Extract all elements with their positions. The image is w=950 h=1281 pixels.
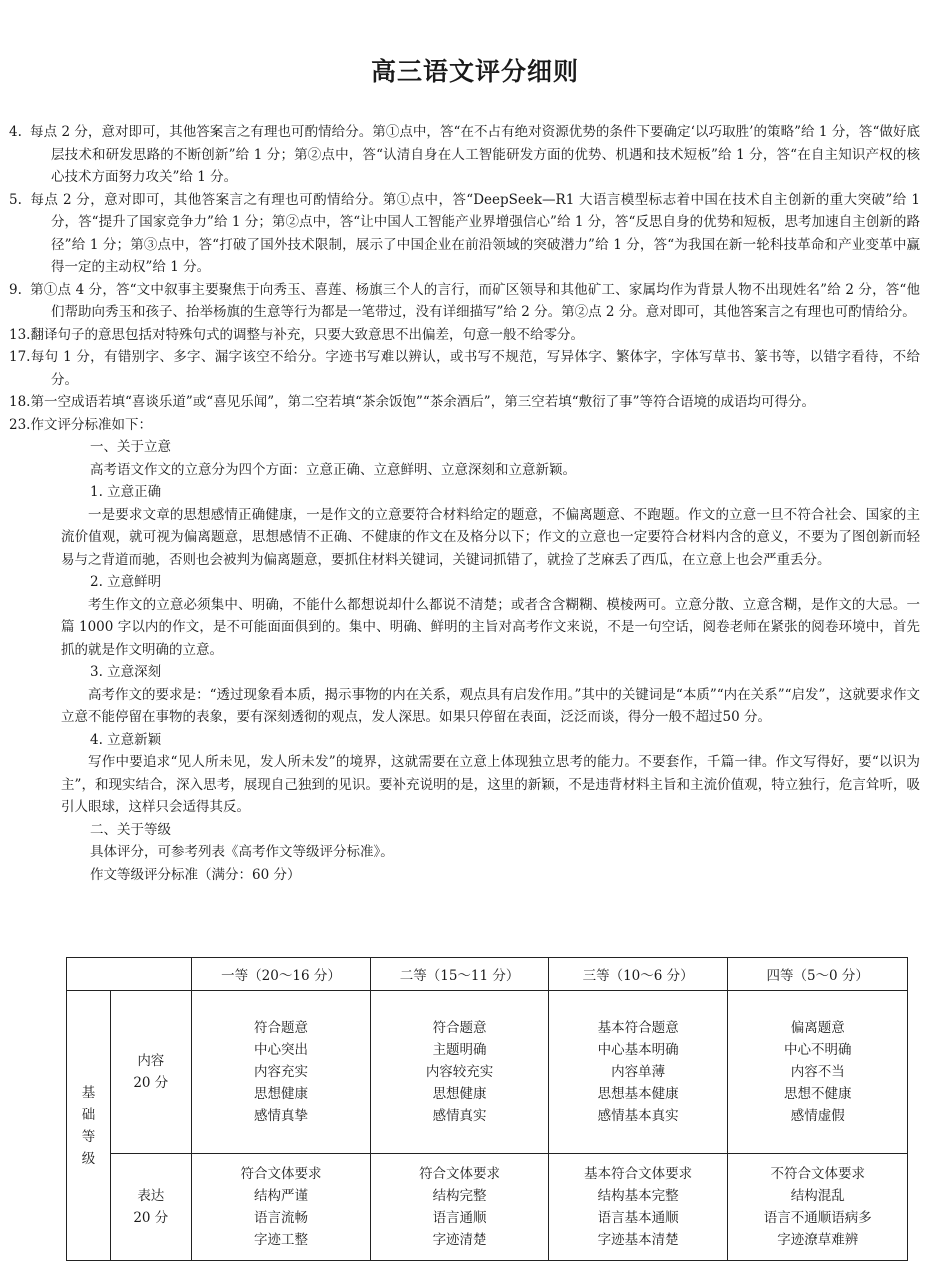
subheading-deep: 3. 立意深刻 (90, 664, 162, 680)
subheading-novel: 4. 立意新颖 (90, 731, 162, 748)
row-label-content: 内容 20 分 (110, 991, 191, 1154)
scoring-rules-body (9, 121, 920, 886)
paragraph-deep: 高考作文的要求是：“透过现象看本质，揭示事物的内在关系，观点具有启发作用。”其中的关键词是“本质”“内在关系”“启发”，这就要求作文立意不能停留在事物的表象，要有深刻透彻的观点，发人深思。如果只停留在表面，泛泛而谈，得分一般不超过50 分。 (61, 686, 920, 725)
paragraph-novel: 写作中要追求“见人所未见，发人所未发”的境界，这就需要在立意上体现独立思考的能力。不要套作，千篇一律。作文写得好，要“以识为主”，和现实结合，深入思考，展现自己独到的见识。要补充说明的是，这里的新颖，不是违背材料主旨和主流价值观，特立独行，危言耸听，吸引人眼球，这样只会适得其反。 (61, 754, 920, 815)
expression-grade-2: 符合文体要求 结构完整 语言通顺 字迹清楚 (371, 1154, 549, 1261)
paragraph-correct: 一是要求文章的思想感情正确健康，一是作文的立意要符合材料给定的题意，不偏离题意、不跑题。作文的立意一旦不符合社会、国家的主流价值观，就可视为偏离题意，思想感情不正确、不健康的作文在及格分以下；作文的立意也一定要符合材料内含的意义，不要为了图创新而轻易与之背道而驰，否则也会被判为偏离题意，要抓住材料关键词，关键词抓错了，就捡了芝麻丢了西瓜，在立意上也会严重丢分。 (61, 506, 920, 568)
grade-table-row-content (67, 991, 908, 1154)
item-text: 作文评分标准如下： (30, 416, 152, 433)
group-label-basic: 基 础 等 级 (67, 991, 111, 1261)
grade-table-row-expression (67, 1154, 908, 1261)
section-heading-intent: 一、关于立意 (90, 439, 171, 455)
rule-item-13 (9, 324, 920, 347)
rule-item-5: 5. 每点 2 分，意对即可，其他答案言之有理也可酌情给分。第①点中，答“DeepSeek—R1 大语言模型标志着中国在技术自主创新的重大突破”给 1 分，答“提升了国家竞争力”给 1 分；第②点中，答“让中国人工智能产业界增强信心”给 1 分，答“反思自身的优势和短板，思考加速自主创新的路径”给 1 分；第③点中，答“打破了国外技术限制，展示了中国企业在前沿领域的突破潜力”给 1 分，答“为我国在新一轮科技革命和产业变革中赢得一定的主动权”给 1 分。 (9, 191, 920, 275)
item-text: 第一空成语若填“喜谈乐道”或“喜见乐闻”，第二空若填“茶余饭饱”“茶余酒后”，第三空若填“敷衍了事”等符合语境的成语均可得分。 (30, 394, 815, 410)
rule-item-17 (9, 346, 920, 391)
table-caption: 作文等级评分标准（满分：60 分） (90, 866, 301, 883)
content-grade-3: 基本符合题意 中心基本明确 内容单薄 思想基本健康 感情基本真实 (548, 991, 728, 1154)
grade-table (66, 957, 908, 1261)
grade-table-header-row (67, 958, 908, 991)
header-grade-2: 二等（15～11 分） (371, 958, 549, 991)
content-grade-4: 偏离题意 中心不明确 内容不当 思想不健康 感情虚假 (728, 991, 908, 1154)
subheading-clear: 2. 立意鲜明 (90, 574, 162, 590)
expression-grade-1: 符合文体要求 结构严谨 语言流畅 字迹工整 (191, 1154, 371, 1261)
item-text: 翻译句子的意思包括对特殊句式的调整与补充，只要大致意思不出偏差，句意一般不给零分。 (30, 326, 584, 343)
paragraph-clear: 考生作文的立意必须集中、明确，不能什么都想说却什么都说不清楚；或者含含糊糊、模棱两可。立意分散、立意含糊，是作文的大忌。一篇 1000 字以内的作文，是不可能面面俱到的。集中、明确、鲜明的主旨对高考作文来说，不是一句空话，阅卷老师在紧张的阅卷环境中，首先抓的就是作文明确的立意。 (61, 596, 920, 658)
rule-item-23 (9, 414, 920, 437)
header-grade-4: 四等（5～0 分） (728, 958, 908, 991)
expression-grade-3: 基本符合文体要求 结构基本完整 语言基本通顺 字迹基本清楚 (548, 1154, 728, 1261)
rule-item-4: 4. 每点 2 分，意对即可，其他答案言之有理也可酌情给分。第①点中，答“在不占有绝对资源优势的条件下要确定‘以巧取胜’的策略”给 1 分，答“做好底层技术和研发思路的不断创新”给 1 分；第②点中，答“认清自身在人工智能研发方面的优势、机遇和技术短板”给 1 分，答“在自主知识产权的核心技术方面努力攻关”给 1 分。 (9, 124, 920, 185)
rule-item-9: 9. 第①点 4 分，答“文中叙事主要聚焦于向秀玉、喜莲、杨旗三个人的言行，而矿区领导和其他矿工、家属均作为背景人物不出现姓名”给 2 分，答“他们帮助向秀玉和孩子、抬举杨旗的生意等行为都是一笔带过，没有详细描写”给 2 分。第②点 2 分。意对即可，其他答案言之有理也可酌情给分。 (9, 281, 920, 320)
content-grade-1: 符合题意 中心突出 内容充实 思想健康 感情真挚 (191, 991, 371, 1154)
rule-item-18 (9, 391, 920, 414)
header-grade-1: 一等（20～16 分） (191, 958, 371, 991)
section-heading-grade: 二、关于等级 (90, 821, 171, 838)
intent-intro: 高考语文作文的立意分为四个方面：立意正确、立意鲜明、立意深刻和立意新颖。 (90, 461, 576, 478)
subheading-correct: 1. 立意正确 (90, 484, 162, 500)
expression-grade-4: 不符合文体要求 结构混乱 语言不通顺语病多 字迹潦草难辨 (728, 1154, 908, 1261)
item-text: 每句 1 分，有错别字、多字、漏字该空不给分。字迹书写难以辨认，或书写不规范，写异体字、繁体字，字体写草书、篆书等，以错字看待，不给分。 (30, 349, 920, 388)
row-label-expression: 表达 20 分 (110, 1154, 191, 1261)
item-text: 每点 2 分，意对即可，其他答案言之有理也可酌情给分。第①点中，答“DeepSeek—R1 大语言模型标志着中国在技术自主创新的重大突破”给 1 分，答“提升了国家竞争力”给 1 分；第②点中，答“让中国人工智能产业界增强信心”给 1 分，答“反思自身的优势和短板，思考加速自主创新的路径”给 1 分；第③点中，答“打破了国外技术限制，展示了中国企业在前沿领域的突破潜力”给 1 分，答“为我国在新一轮科技革命和产业变革中赢得一定的主动权”给 1 分。 (30, 191, 920, 275)
grade-reference: 具体评分，可参考列表《高考作文等级评分标准》。 (90, 844, 394, 860)
page-title: 高三语文评分细则 (370, 57, 579, 86)
content-grade-2: 符合题意 主题明确 内容较充实 思想健康 感情真实 (371, 991, 549, 1154)
header-grade-3: 三等（10～6 分） (548, 958, 728, 991)
item-text: 每点 2 分，意对即可，其他答案言之有理也可酌情给分。第①点中，答“在不占有绝对资源优势的条件下要确定‘以巧取胜’的策略”给 1 分，答“做好底层技术和研发思路的不断创新”给 1 分；第②点中，答“认清自身在人工智能研发方面的优势、机遇和技术短板”给 1 分，答“在自主知识产权的核心技术方面努力攻关”给 1 分。 (30, 124, 920, 185)
header-blank-cell (67, 958, 192, 991)
item-text: 第①点 4 分，答“文中叙事主要聚焦于向秀玉、喜莲、杨旗三个人的言行，而矿区领导和其他矿工、家属均作为背景人物不出现姓名”给 2 分，答“他们帮助向秀玉和孩子、抬举杨旗的生意等行为都是一笔带过，没有详细描写”给 2 分。第②点 2 分。意对即可，其他答案言之有理也可酌情给分。 (30, 281, 920, 320)
